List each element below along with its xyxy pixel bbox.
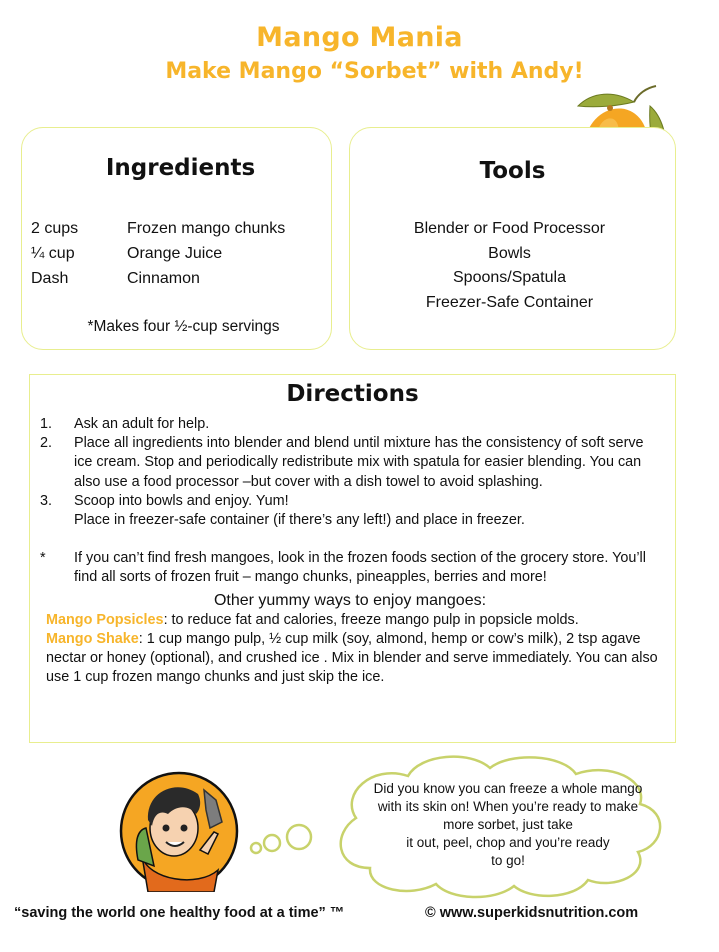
tool-item: Blender or Food Processor bbox=[413, 220, 606, 237]
tool-item: Freezer-Safe Container bbox=[425, 293, 594, 311]
bubble-line: it out, peel, chop and you’re ready bbox=[406, 835, 610, 850]
ingredient-row bbox=[31, 216, 285, 241]
ingredient-name: Cinnamon bbox=[127, 270, 200, 287]
ingredient-row bbox=[31, 241, 285, 266]
directions-steps bbox=[40, 415, 660, 687]
tools-list bbox=[350, 217, 675, 315]
step-text-group bbox=[74, 492, 660, 530]
step-number: 2. bbox=[40, 435, 53, 452]
step-text: Ask an adult for help. bbox=[74, 416, 210, 432]
tip-name: Mango Shake bbox=[46, 630, 139, 647]
tip-item bbox=[46, 630, 660, 688]
directions-card bbox=[29, 374, 676, 743]
tip-name: Mango Popsicles bbox=[46, 611, 164, 628]
bubble-line: with its skin on! When you’re ready to make bbox=[377, 799, 639, 814]
tip-item bbox=[46, 611, 660, 630]
direction-step bbox=[40, 492, 660, 530]
ingredients-list bbox=[31, 216, 285, 291]
bubble-line: more sorbet, just take bbox=[443, 817, 573, 832]
note-text: If you can’t find fresh mangoes, look in the frozen foods section of the grocery store. You’ll find all sorts of frozen fruit – mango chunks, pineapples, berries and more! bbox=[74, 550, 646, 586]
thought-bubble-text bbox=[352, 780, 664, 870]
step-number: 1. bbox=[40, 416, 53, 432]
directions-heading: Directions bbox=[286, 381, 419, 407]
servings-note: *Makes four ½-cup servings bbox=[87, 318, 280, 335]
ingredient-quantity: ¼ cup bbox=[31, 245, 75, 262]
tools-heading: Tools bbox=[479, 158, 546, 184]
ingredient-quantity: 2 cups bbox=[31, 220, 79, 237]
tips-list bbox=[46, 611, 660, 688]
step-text: Place all ingredients into blender and blend until mixture has the consistency of soft serve ice cream. Stop and periodically redistribute mix with spatula for easier blending. You can also use a food processor –but cover with a dish towel to avoid splashing. bbox=[74, 435, 644, 490]
ingredient-name: Orange Juice bbox=[127, 245, 223, 262]
step-extra-text: Place in freezer-safe container (if there’s any left!) and place in freezer. bbox=[74, 512, 525, 529]
direction-step bbox=[40, 434, 660, 492]
tools-card bbox=[349, 127, 676, 350]
page-title: Mango Mania bbox=[256, 22, 463, 53]
ingredient-name: Frozen mango chunks bbox=[127, 220, 286, 237]
ingredients-card bbox=[21, 127, 332, 350]
kid-character-icon bbox=[118, 770, 240, 892]
footer-slogan: “saving the world one healthy food at a time” ™ bbox=[14, 905, 345, 921]
direction-note bbox=[40, 549, 660, 587]
direction-step bbox=[40, 415, 660, 434]
other-ways-heading: Other yummy ways to enjoy mangoes: bbox=[213, 591, 487, 609]
ingredient-row bbox=[31, 266, 285, 291]
bubble-line: Did you know you can freeze a whole mango bbox=[373, 781, 643, 796]
bubble-line: to go! bbox=[491, 853, 525, 868]
step-number: 3. bbox=[40, 492, 53, 509]
step-text: Scoop into bowls and enjoy. Yum! bbox=[74, 492, 289, 509]
page-subtitle: Make Mango “Sorbet” with Andy! bbox=[165, 59, 584, 84]
footer-website: © www.superkidsnutrition.com bbox=[425, 905, 639, 921]
tip-text: : 1 cup mango pulp, ½ cup milk (soy, almond, hemp or cow’s milk), 2 tsp agave nectar or honey (optional), and crushed ice . Mix in blender and serve immediately. You can also use 1 cup frozen mango chunks and just skip the ice. bbox=[46, 630, 658, 686]
ingredient-quantity: Dash bbox=[31, 270, 69, 287]
spacer bbox=[40, 530, 660, 549]
page-header bbox=[0, 22, 719, 84]
tool-item: Bowls bbox=[488, 244, 531, 262]
ingredients-heading: Ingredients bbox=[105, 155, 256, 181]
note-marker: * bbox=[40, 550, 46, 567]
tool-item: Spoons/Spatula bbox=[453, 269, 566, 286]
tip-text: : to reduce fat and calories, freeze mango pulp in popsicle molds. bbox=[163, 611, 579, 628]
